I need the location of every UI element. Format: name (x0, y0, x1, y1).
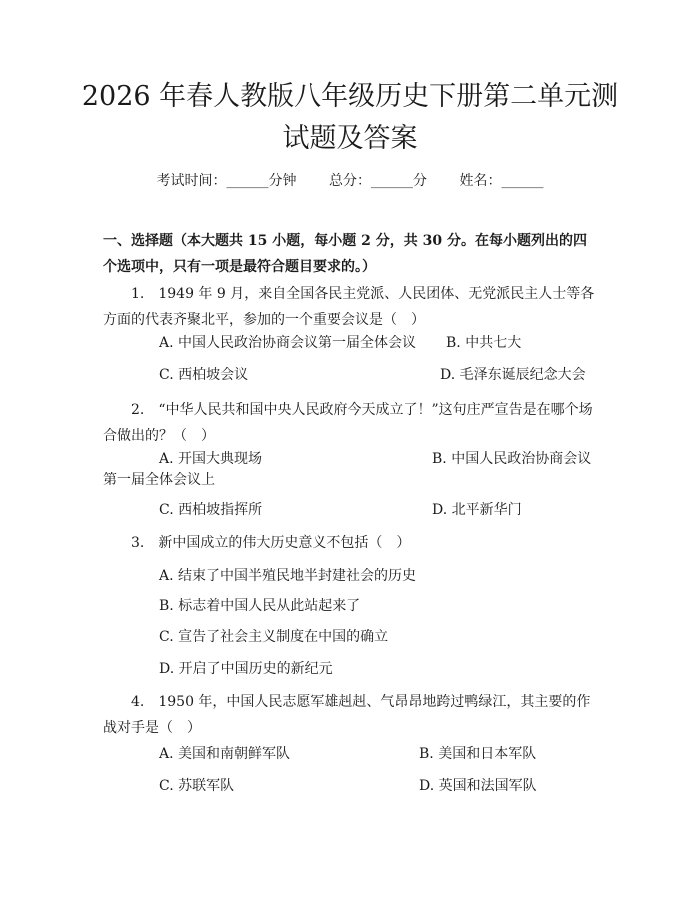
option-c: C. 西柏坡会议 (159, 367, 249, 383)
exam-meta (0, 170, 700, 190)
title-line-2: 试题及答案 (282, 123, 418, 154)
student-name: 姓名：______ (459, 173, 544, 189)
option-d: D. 北平新华门 (432, 502, 522, 518)
question-stem: 3. 新中国成立的伟大历史意义不包括（ ） (131, 535, 411, 551)
question-stem: 4. 1950 年，中国人民志愿军雄赳赳、气昂昂地跨过鸭绿江，其主要的作战对手是（ ） (103, 694, 591, 736)
exam-time: 考试时间：______分钟 (156, 173, 297, 189)
option-a: A. 美国和南朝鲜军队 (159, 746, 291, 762)
option-a: A. 结束了中国半殖民地半封建社会的历史 (159, 568, 417, 584)
option-b: B. 标志着中国人民从此站起来了 (159, 598, 361, 614)
option-a: A. 开国大典现场 (159, 451, 263, 467)
option-b-continued: 第一届全体会议上 (103, 472, 215, 488)
option-b: B. 美国和日本军队 (419, 746, 537, 762)
option-c: C. 西柏坡指挥所 (159, 502, 263, 518)
option-d: D. 英国和法国军队 (419, 778, 537, 794)
option-b: B. 中共七大 (446, 335, 522, 351)
option-c: C. 宣告了社会主义制度在中国的确立 (159, 629, 389, 645)
option-d: D. 开启了中国历史的新纪元 (159, 661, 333, 677)
option-a: A. 中国人民政治协商会议第一届全体会议 (159, 335, 417, 351)
question-stem: 2. “中华人民共和国中央人民政府今天成立了！”这句庄严宣告是在哪个场合做出的？（ ） (103, 402, 593, 444)
section-heading: 一、选择题（本大题共 15 小题，每小题 2 分，共 30 分。在每小题列出的四个选项中，只有一项是最符合题目要求的。） (103, 233, 587, 275)
total-score: 总分：______分 (329, 173, 427, 189)
option-c: C. 苏联军队 (159, 778, 235, 794)
option-d: D. 毛泽东诞辰纪念大会 (440, 367, 586, 383)
exam-title (0, 76, 700, 160)
option-b: B. 中国人民政治协商会议 (432, 451, 592, 467)
question-stem: 1. 1949 年 9 月，来自全国各民主党派、人民团体、无党派民主人士等各方面的代表齐聚北平，参加的一个重要会议是（ ） (103, 286, 595, 328)
title-line-1: 2026 年春人教版八年级历史下册第二单元测 (81, 81, 619, 112)
